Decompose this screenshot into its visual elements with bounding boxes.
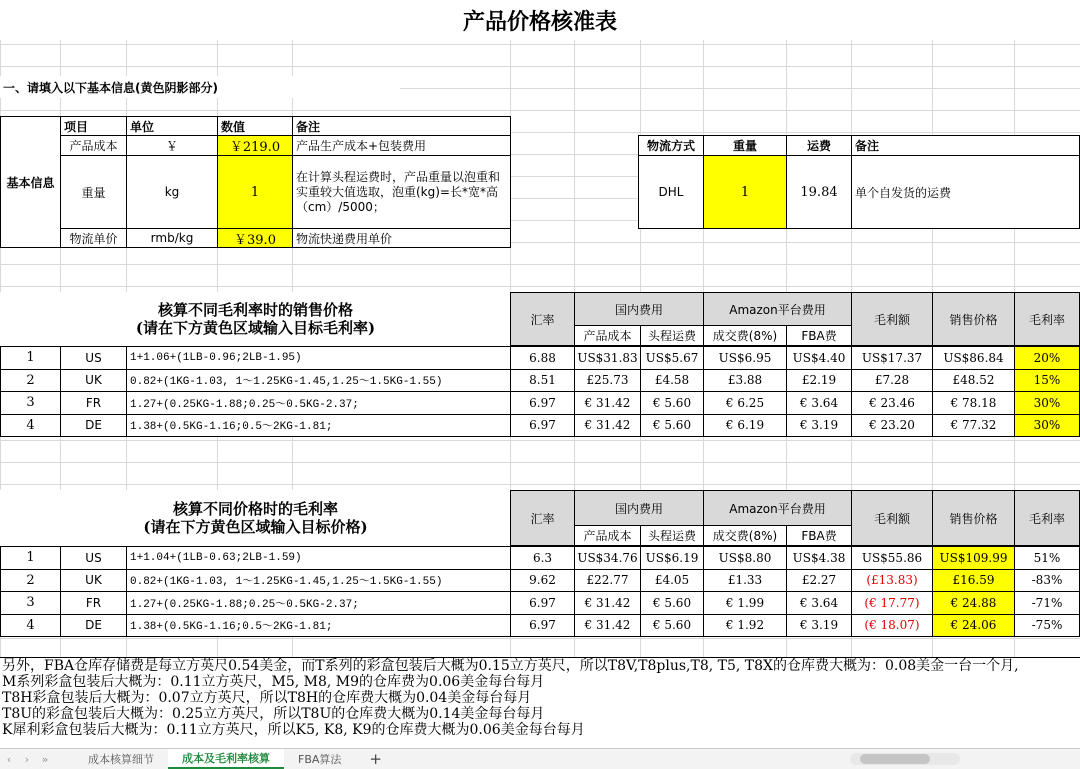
header-note: 备注 bbox=[292, 116, 511, 136]
table2-fba-cell: £2.27 bbox=[786, 569, 852, 593]
table1-subtitle-text: (请在下方黄色区域输入目标毛利率) bbox=[135, 319, 376, 337]
ship-note: 单个自发货的运费 bbox=[851, 155, 1080, 229]
table2-formula-cell: 1.38+(0.5KG-1.16;0.5～2KG-1.81; bbox=[126, 614, 511, 638]
table1-site-cell: FR bbox=[60, 391, 127, 415]
table1-profit-cell: € 23.20 bbox=[851, 414, 933, 438]
table1-fba-cell: € 3.19 bbox=[786, 414, 852, 438]
t2-domestic-header: 国内费用 bbox=[574, 490, 704, 526]
table1-fba-cell: € 3.64 bbox=[786, 391, 852, 415]
tab-cost-margin[interactable]: 成本及毛利率核算 bbox=[168, 749, 284, 769]
table2-price-input[interactable]: € 24.06 bbox=[932, 614, 1015, 638]
t1-price-header: 销售价格 bbox=[932, 292, 1015, 346]
table2-cost-cell: US$34.76 bbox=[574, 546, 641, 570]
table2-margin-cell: -75% bbox=[1014, 614, 1080, 638]
table2-site-cell: UK bbox=[60, 569, 127, 593]
table2-profit-cell: (€ 18.07) bbox=[851, 614, 933, 638]
table1-no-cell: 1 bbox=[0, 346, 61, 370]
ship-header-weight: 重量 bbox=[703, 135, 787, 156]
table1-cost-cell: € 31.42 bbox=[574, 414, 641, 438]
table2-price-input[interactable]: £16.59 bbox=[932, 569, 1015, 593]
ship-header-note: 备注 bbox=[851, 135, 1080, 156]
table2-commission-cell: US$8.80 bbox=[703, 546, 787, 570]
table2-cost-cell: € 31.42 bbox=[574, 591, 641, 615]
section-heading: 一、请填入以下基本信息(黄色阴影部分) bbox=[0, 76, 400, 98]
t2-rate-header: 汇率 bbox=[510, 490, 575, 546]
t2-price-header: 销售价格 bbox=[932, 490, 1015, 546]
table2-profit-cell: (£13.83) bbox=[851, 569, 933, 593]
table1-no-cell: 3 bbox=[0, 391, 61, 415]
ship-header-method: 物流方式 bbox=[638, 135, 704, 156]
table1-rate-cell: 6.97 bbox=[510, 391, 575, 415]
t1-amazon-header: Amazon平台费用 bbox=[703, 292, 852, 326]
table1-price-cell: € 77.32 bbox=[932, 414, 1015, 438]
tab-cost-details[interactable]: 成本核算细节 bbox=[88, 753, 154, 766]
table1-margin-input[interactable]: 20% bbox=[1014, 346, 1080, 370]
next-sheet-icon[interactable]: › bbox=[24, 752, 30, 766]
table1-site-cell: DE bbox=[60, 414, 127, 438]
table2-formula-cell: 0.82+(1KG-1.03, 1～1.25KG-1.45,1.25～1.5KG-1.55) bbox=[126, 569, 511, 593]
table2-site-cell: FR bbox=[60, 591, 127, 615]
unit-logistics: rmb/kg bbox=[126, 228, 218, 248]
table1-formula-cell: 1.38+(0.5KG-1.16;0.5～2KG-1.81; bbox=[126, 414, 511, 438]
t2-fba-header: FBA费 bbox=[786, 525, 852, 546]
header-unit: 单位 bbox=[126, 116, 218, 136]
basic-info-label: 基本信息 bbox=[0, 116, 61, 248]
table2-rate-cell: 9.62 bbox=[510, 569, 575, 593]
table2-commission-cell: £1.33 bbox=[703, 569, 787, 593]
add-sheet-icon[interactable]: + bbox=[369, 750, 382, 768]
table1-formula-cell: 0.82+(1KG-1.03, 1～1.25KG-1.45,1.25～1.5KG-1.55) bbox=[126, 369, 511, 393]
table1-title bbox=[0, 292, 511, 346]
value-cost-input[interactable]: ￥219.0 bbox=[217, 135, 293, 156]
notes-box bbox=[0, 657, 1080, 748]
item-logistics: 物流单价 bbox=[60, 228, 127, 248]
t2-profit-header: 毛利额 bbox=[851, 490, 933, 546]
table1-site-cell: US bbox=[60, 346, 127, 370]
table2-price-input[interactable]: US$109.99 bbox=[932, 546, 1015, 570]
table1-commission-cell: € 6.19 bbox=[703, 414, 787, 438]
table1-freight-cell: £4.58 bbox=[640, 369, 704, 393]
table1-commission-cell: US$6.95 bbox=[703, 346, 787, 370]
ship-method: DHL bbox=[638, 155, 704, 229]
note-line: T8U的彩盒包装后大概为：0.25立方英尺，所以T8U的仓库费大概为0.14美金每台每月 bbox=[2, 706, 545, 722]
table2-freight-cell: US$6.19 bbox=[640, 546, 704, 570]
table2-cost-cell: £22.77 bbox=[574, 569, 641, 593]
table2-formula-cell: 1+1.04+(1LB-0.63;2LB-1.59) bbox=[126, 546, 511, 570]
note-weight: 在计算头程运费时，产品重量以泡重和实重较大值选取，泡重(kg)=长*宽*高（cm）/5000； bbox=[292, 155, 511, 229]
table1-rate-cell: 8.51 bbox=[510, 369, 575, 393]
table2-site-cell: US bbox=[60, 546, 127, 570]
table1-title-text: 核算不同毛利率时的销售价格 bbox=[157, 301, 353, 319]
table1-rate-cell: 6.88 bbox=[510, 346, 575, 370]
note-cost: 产品生产成本+包装费用 bbox=[292, 135, 511, 156]
table1-margin-input[interactable]: 30% bbox=[1014, 391, 1080, 415]
table1-profit-cell: £7.28 bbox=[851, 369, 933, 393]
t1-profit-header: 毛利额 bbox=[851, 292, 933, 346]
tab-fba-algorithm[interactable]: FBA算法 bbox=[298, 753, 342, 766]
table1-commission-cell: € 6.25 bbox=[703, 391, 787, 415]
table2-formula-cell: 1.27+(0.25KG-1.88;0.25～0.5KG-2.37; bbox=[126, 591, 511, 615]
table1-formula-cell: 1.27+(0.25KG-1.88;0.25～0.5KG-2.37; bbox=[126, 391, 511, 415]
table1-price-cell: US$86.84 bbox=[932, 346, 1015, 370]
table1-freight-cell: € 5.60 bbox=[640, 391, 704, 415]
t1-freight-header: 头程运费 bbox=[640, 325, 704, 346]
table1-price-cell: € 78.18 bbox=[932, 391, 1015, 415]
table1-profit-cell: € 23.46 bbox=[851, 391, 933, 415]
table2-no-cell: 3 bbox=[0, 591, 61, 615]
t1-rate-header: 汇率 bbox=[510, 292, 575, 346]
table1-formula-cell: 1+1.06+(1LB-0.96;2LB-1.95) bbox=[126, 346, 511, 370]
value-weight-input[interactable]: 1 bbox=[217, 155, 293, 229]
table1-cost-cell: € 31.42 bbox=[574, 391, 641, 415]
table2-rate-cell: 6.97 bbox=[510, 614, 575, 638]
table2-freight-cell: € 5.60 bbox=[640, 591, 704, 615]
table1-fba-cell: £2.19 bbox=[786, 369, 852, 393]
t1-cost-header: 产品成本 bbox=[574, 325, 641, 346]
table1-no-cell: 2 bbox=[0, 369, 61, 393]
header-item: 项目 bbox=[60, 116, 127, 136]
table2-commission-cell: € 1.99 bbox=[703, 591, 787, 615]
t2-freight-header: 头程运费 bbox=[640, 525, 704, 546]
table2-profit-cell: (€ 17.77) bbox=[851, 591, 933, 615]
t1-margin-header: 毛利率 bbox=[1014, 292, 1080, 346]
table2-fba-cell: € 3.64 bbox=[786, 591, 852, 615]
t2-cost-header: 产品成本 bbox=[574, 525, 641, 546]
table1-no-cell: 4 bbox=[0, 414, 61, 438]
table2-title bbox=[0, 490, 511, 546]
table2-fba-cell: € 3.19 bbox=[786, 614, 852, 638]
table1-rate-cell: 6.97 bbox=[510, 414, 575, 438]
table1-commission-cell: £3.88 bbox=[703, 369, 787, 393]
note-line: 另外，FBA仓库存储费是每立方英尺0.54美金，而T系列的彩盒包装后大概为0.15立方英尺，所以T8V,T8plus,T8, T5, T8X的仓库费大概为：0.08美金一台一个月, bbox=[2, 658, 1019, 674]
sheet-tab-bar bbox=[0, 748, 1080, 769]
table2-profit-cell: US$55.86 bbox=[851, 546, 933, 570]
table2-commission-cell: € 1.92 bbox=[703, 614, 787, 638]
table1-margin-input[interactable]: 15% bbox=[1014, 369, 1080, 393]
last-sheet-icon[interactable]: » bbox=[41, 752, 49, 766]
unit-weight: kg bbox=[126, 155, 218, 229]
t1-domestic-header: 国内费用 bbox=[574, 292, 704, 326]
table1-price-cell: £48.52 bbox=[932, 369, 1015, 393]
t1-fba-header: FBA费 bbox=[786, 325, 852, 346]
table2-rate-cell: 6.3 bbox=[510, 546, 575, 570]
note-line: M系列彩盒包装后大概为：0.11立方英尺，M5, M8, M9的仓库费为0.06美金每台每月 bbox=[2, 674, 545, 690]
table1-cost-cell: £25.73 bbox=[574, 369, 641, 393]
ship-weight-input[interactable]: 1 bbox=[703, 155, 787, 229]
table2-rate-cell: 6.97 bbox=[510, 591, 575, 615]
item-cost: 产品成本 bbox=[60, 135, 127, 156]
table2-freight-cell: € 5.60 bbox=[640, 614, 704, 638]
header-value: 数值 bbox=[217, 116, 293, 136]
table2-title-text: 核算不同价格时的毛利率 bbox=[172, 500, 338, 518]
note-line: K犀利彩盒包装后大概为：0.11立方英尺，所以K5, K8, K9的仓库费大概为0.06美金每台每月 bbox=[2, 722, 585, 738]
table2-fba-cell: US$4.38 bbox=[786, 546, 852, 570]
table2-subtitle-text: (请在下方黄色区域输入目标价格) bbox=[143, 518, 368, 536]
horizontal-scrollbar[interactable] bbox=[850, 753, 960, 765]
note-line: T8H彩盒包装后大概为：0.07立方英尺，所以T8H的仓库费大概为0.04美金每台每月 bbox=[2, 690, 532, 706]
table2-cost-cell: € 31.42 bbox=[574, 614, 641, 638]
table1-site-cell: UK bbox=[60, 369, 127, 393]
table2-margin-cell: -71% bbox=[1014, 591, 1080, 615]
table1-cost-cell: US$31.83 bbox=[574, 346, 641, 370]
table1-freight-cell: US$5.67 bbox=[640, 346, 704, 370]
page-title: 产品价格核准表 bbox=[0, 0, 1080, 40]
ship-header-fee: 运费 bbox=[786, 135, 852, 156]
table2-freight-cell: £4.05 bbox=[640, 569, 704, 593]
table2-margin-cell: 51% bbox=[1014, 546, 1080, 570]
table1-fba-cell: US$4.40 bbox=[786, 346, 852, 370]
scrollbar-thumb[interactable] bbox=[860, 754, 930, 764]
table1-profit-cell: US$17.37 bbox=[851, 346, 933, 370]
table2-price-input[interactable]: € 24.88 bbox=[932, 591, 1015, 615]
unit-cost: ￥ bbox=[126, 135, 218, 156]
prev-sheet-icon[interactable]: ‹ bbox=[6, 752, 12, 766]
t2-commission-header: 成交费(8%) bbox=[703, 525, 787, 546]
ship-fee: 19.84 bbox=[786, 155, 852, 229]
t2-margin-header: 毛利率 bbox=[1014, 490, 1080, 546]
table2-no-cell: 1 bbox=[0, 546, 61, 570]
value-logistics-input[interactable]: ￥39.0 bbox=[217, 228, 293, 248]
t2-amazon-header: Amazon平台费用 bbox=[703, 490, 852, 526]
table2-margin-cell: -83% bbox=[1014, 569, 1080, 593]
table1-freight-cell: € 5.60 bbox=[640, 414, 704, 438]
table2-site-cell: DE bbox=[60, 614, 127, 638]
note-logistics: 物流快递费用单价 bbox=[292, 228, 511, 248]
item-weight: 重量 bbox=[60, 155, 127, 229]
table1-margin-input[interactable]: 30% bbox=[1014, 414, 1080, 438]
table2-no-cell: 4 bbox=[0, 614, 61, 638]
t1-commission-header: 成交费(8%) bbox=[703, 325, 787, 346]
table2-no-cell: 2 bbox=[0, 569, 61, 593]
